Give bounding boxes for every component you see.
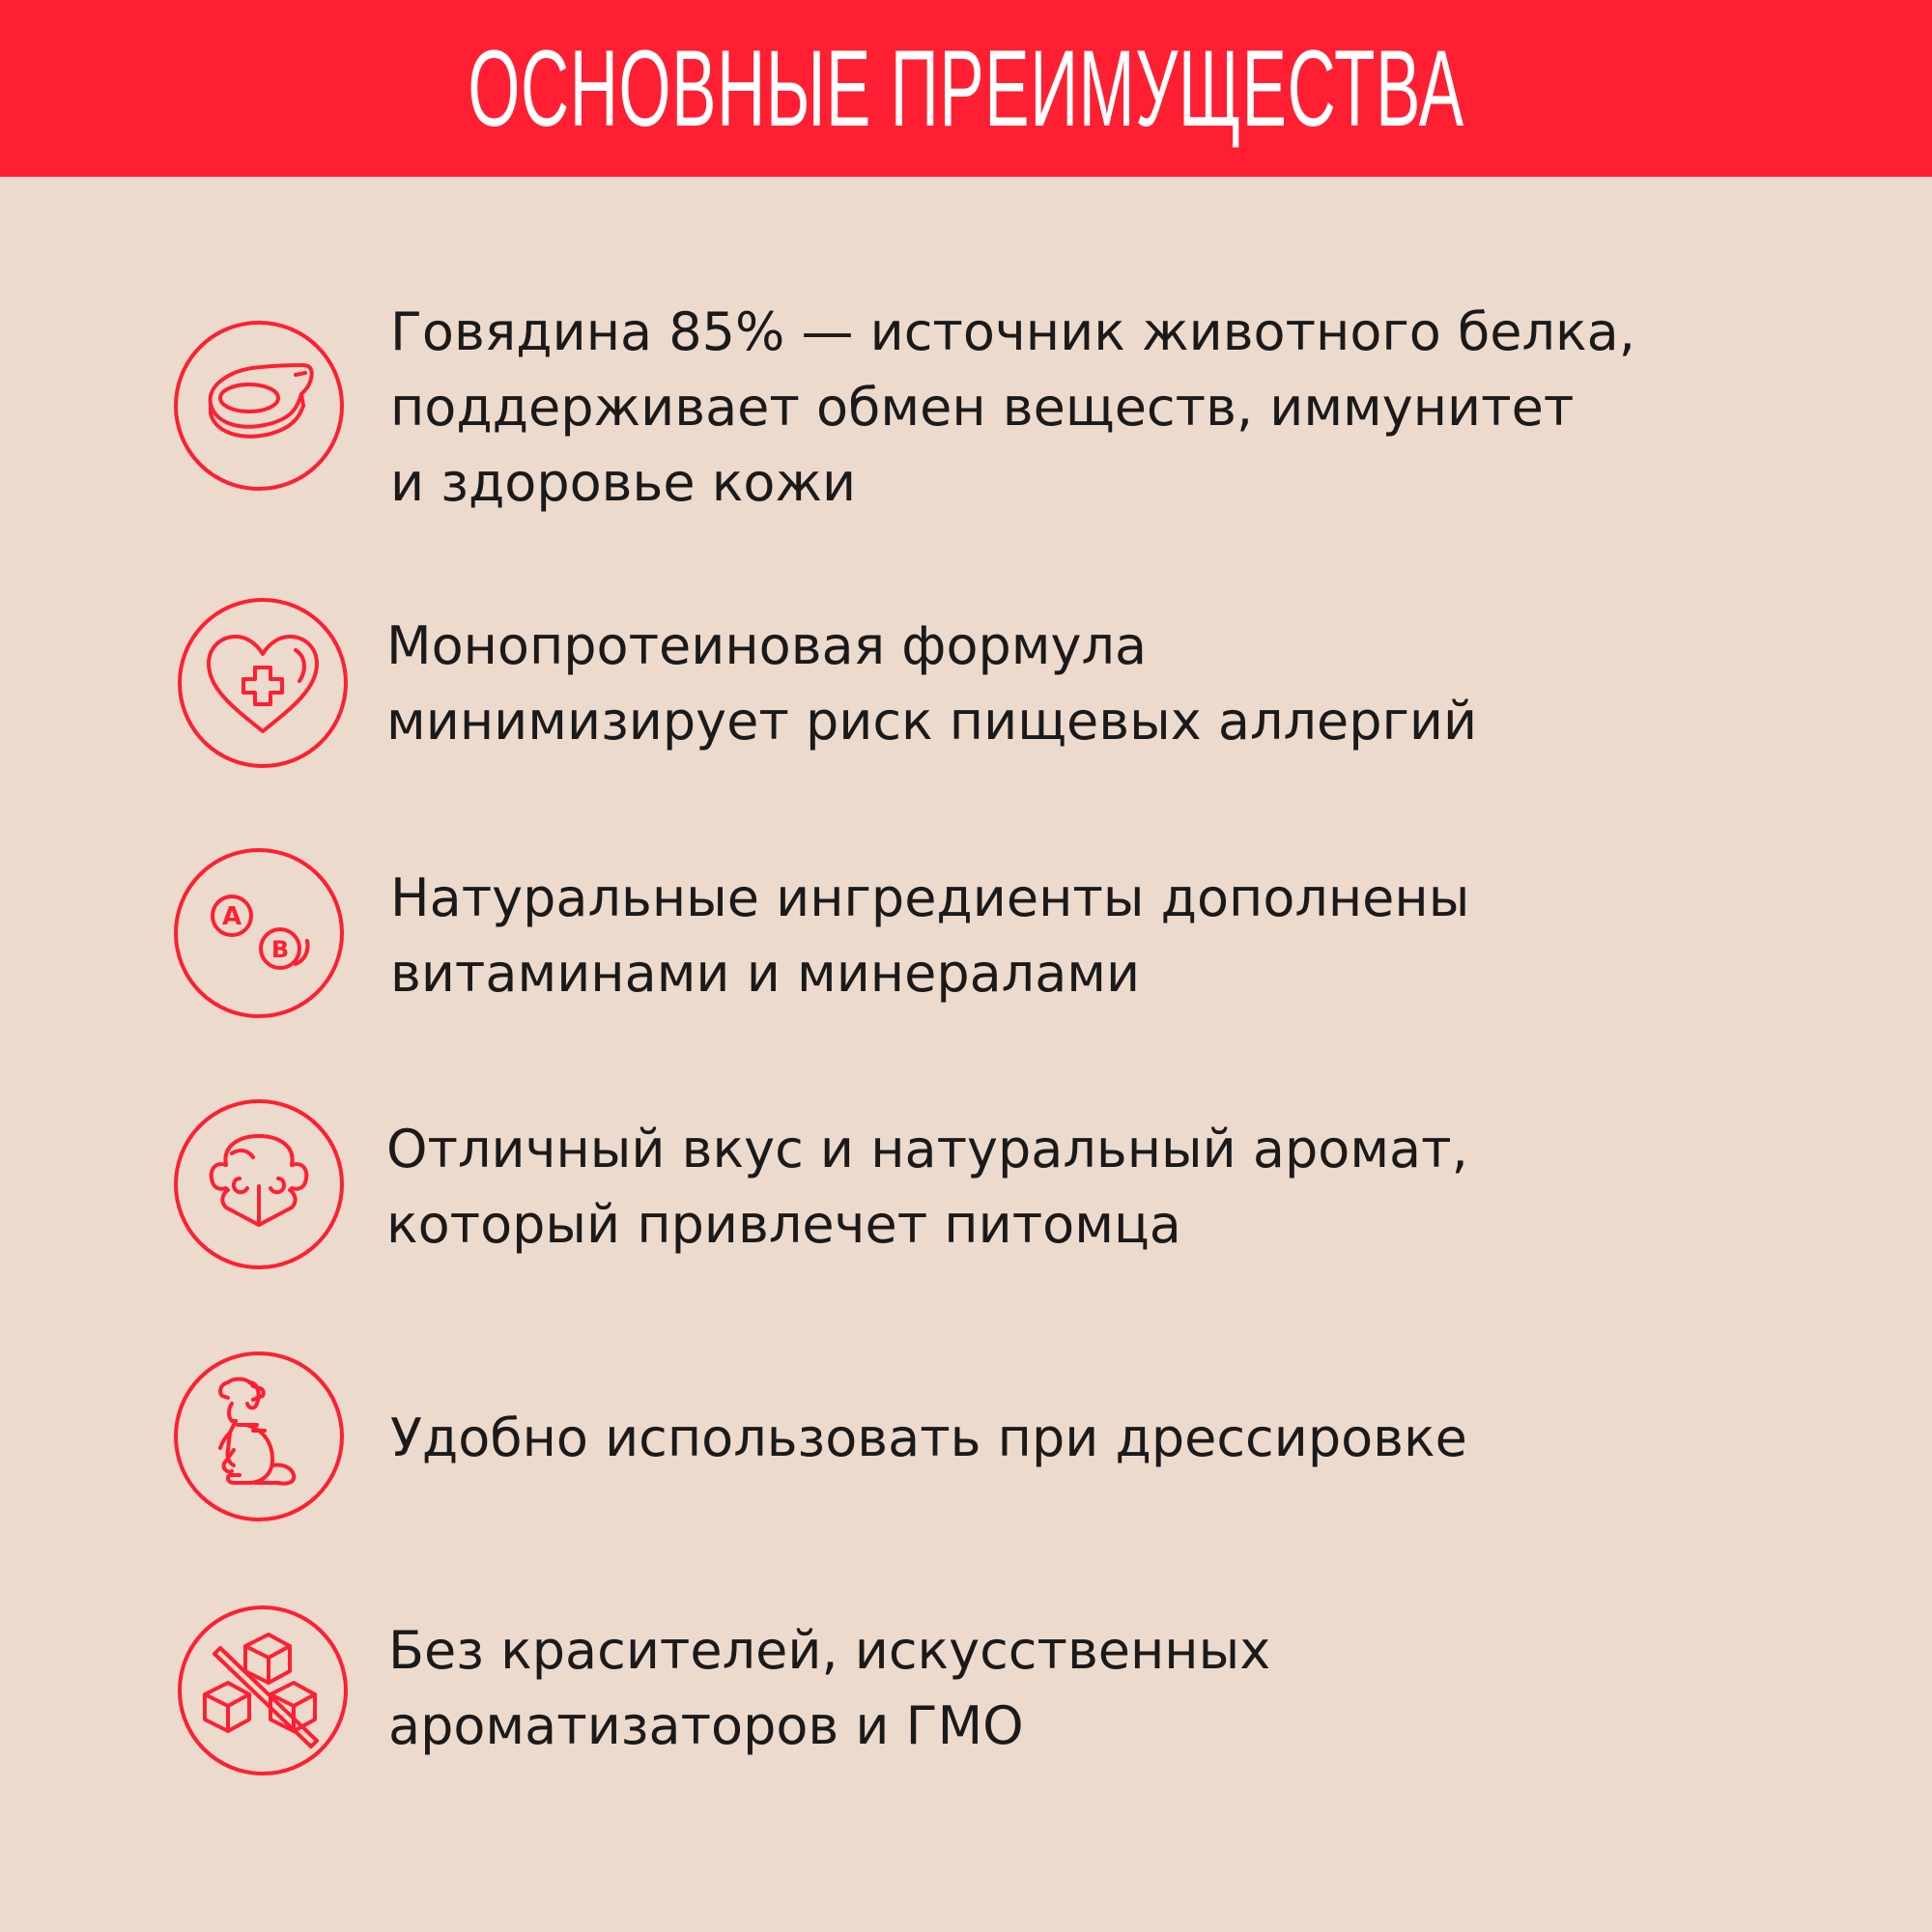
benefit-line: Говядина 85% — источник животного белка,: [390, 301, 1635, 362]
benefit-line: Натуральные ингредиенты дополнены: [390, 867, 1470, 928]
header-banner: [0, 0, 1932, 177]
benefit-line: Отличный вкус и натуральный аромат,: [386, 1119, 1468, 1179]
benefit-text: [390, 1401, 1791, 1476]
benefit-text: [390, 861, 1791, 1011]
benefit-line: ароматизаторов и ГМО: [388, 1695, 1024, 1756]
benefit-text: [390, 295, 1791, 521]
benefit-line: Монопротеиновая формула: [386, 615, 1148, 676]
benefit-line: минимизирует риск пищевых аллергий: [386, 691, 1478, 752]
heart-health-icon: [176, 596, 350, 770]
page-title: ОСНОВНЫЕ ПРЕИМУЩЕСТВА: [468, 28, 1464, 149]
benefit-text: [386, 1112, 1787, 1263]
sitting-dog-icon: [172, 1350, 346, 1523]
benefit-line: Удобно использовать при дрессировке: [390, 1407, 1467, 1468]
vitamin-letter: B: [270, 936, 290, 963]
vitamins-icon: [172, 846, 346, 1020]
nose-aroma-icon: [172, 1097, 346, 1271]
benefit-line: и здоровье кожи: [390, 452, 857, 513]
benefit-line: который привлечет питомца: [386, 1194, 1181, 1255]
benefit-line: Без красителей, искусственных: [388, 1620, 1271, 1681]
vitamin-letter: A: [221, 902, 242, 931]
meat-steak-icon: [172, 319, 346, 493]
no-additives-cubes-icon: [176, 1604, 350, 1777]
benefit-line: поддерживает обмен веществ, иммунитет: [390, 377, 1575, 438]
benefit-line: витаминами и минералами: [390, 943, 1141, 1004]
benefit-text: [386, 609, 1787, 759]
benefit-text: [388, 1613, 1789, 1764]
